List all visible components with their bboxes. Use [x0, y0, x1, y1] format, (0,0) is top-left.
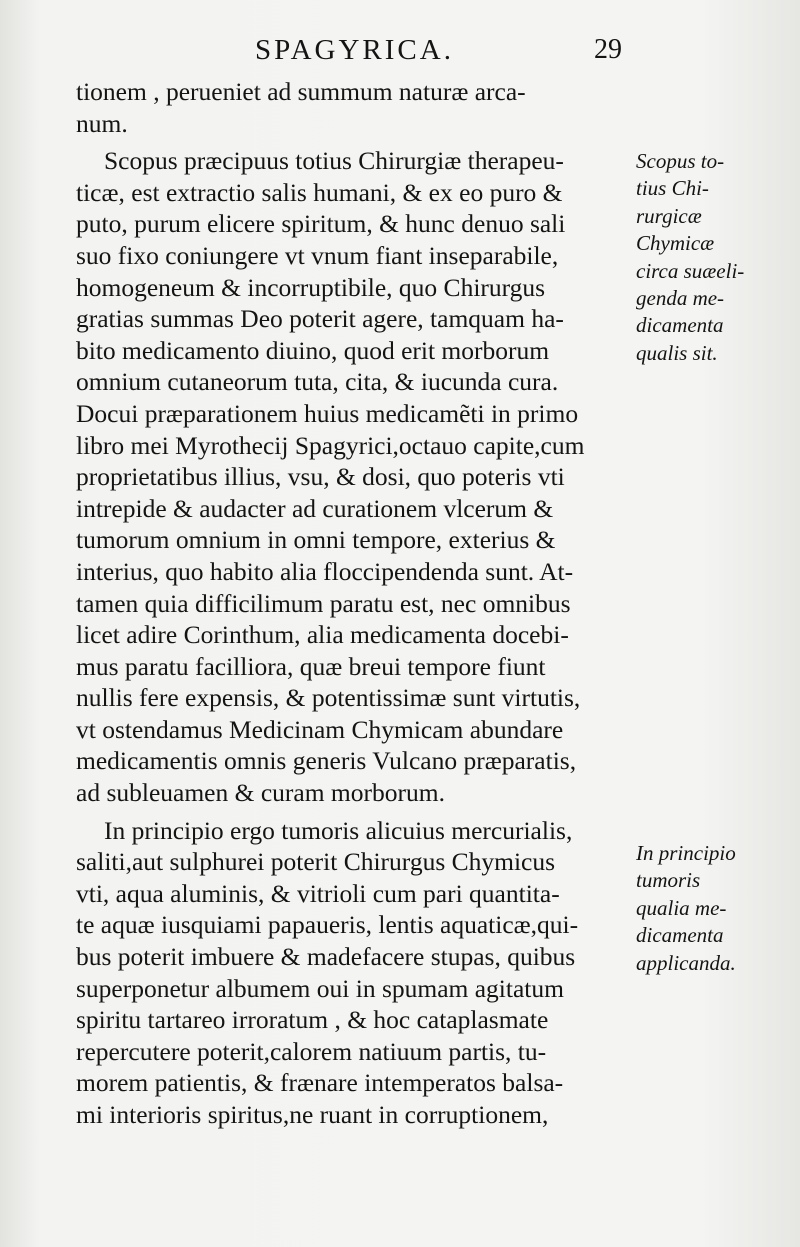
margin-note-line: In principio — [636, 841, 736, 865]
text-line: proprietatibus illius, vsu, & dosi, quo poteris vti — [76, 462, 565, 492]
text-line: mus paratu facilliora, quæ breui tempore fiunt — [76, 651, 546, 681]
text-line: spiritu tartareo irroratum , & hoc cataplasmate — [76, 1005, 549, 1035]
text-line: medicamentis omnis generis Vulcano præparatis, — [76, 746, 577, 776]
text-line: morem patientis, & frænare intemperatos balsa- — [76, 1068, 564, 1098]
page-number: 29 — [594, 34, 622, 65]
text-line: omnium cutaneorum tuta, cita, & iucunda cura. — [76, 367, 559, 397]
text-line: superponetur albumem oui in spumam agitatum — [76, 973, 564, 1003]
text-line: gratias summas Deo poterit agere, tamquam ha- — [76, 304, 564, 334]
text-line: num. — [76, 108, 128, 138]
text-line: homogeneum & incorruptibile, quo Chirurgus — [76, 272, 546, 302]
text-line: vti, aqua aluminis, & vitrioli cum pari quantita- — [76, 878, 560, 908]
running-title: SPAGYRICA. — [255, 34, 454, 66]
margin-note-line: circa suæeli- — [636, 258, 745, 283]
text-line: saliti,aut sulphurei poterit Chirurgus Chymicus — [76, 847, 556, 877]
text-line: te aquæ iusquiami papaueris, lentis aquaticæ,qui- — [76, 910, 579, 940]
text-line: repercutere poterit,calorem natiuum partis, tu- — [76, 1036, 547, 1066]
margin-note-line: qualis sit. — [636, 340, 718, 365]
text-line: tionem , perueniet ad summum naturæ arca- — [76, 77, 526, 106]
text-line: ticæ, est extractio salis humani, & ex eo puro & — [76, 177, 563, 207]
margin-note-scopus — [636, 148, 744, 367]
text-line: interius, quo habito alia floccipendenda sunt. At- — [76, 556, 574, 586]
margin-note-line: dicamenta — [636, 923, 724, 948]
margin-note-line: Chymicæ — [636, 231, 715, 256]
margin-note-in-principio — [636, 840, 736, 977]
margin-note-line: applicanda. — [636, 950, 736, 975]
margin-note-line: Scopus to- — [636, 149, 725, 173]
text-line: mi interioris spiritus,ne ruant in corruptionem, — [76, 1100, 549, 1129]
page-header — [0, 34, 800, 74]
text-line: tumorum omnium in omni tempore, exterius & — [76, 525, 556, 555]
paragraph-first-line: Scopus præcipuus totius Chirurgiæ therapeu- — [104, 146, 564, 176]
text-line: suo fixo coniungere vt vnum fiant inseparabile, — [76, 240, 559, 270]
margin-note-line: tius Chi- — [636, 176, 709, 201]
text-line: bus poterit imbuere & madefacere stupas, quibus — [76, 942, 576, 972]
margin-note-line: dicamenta — [636, 313, 724, 338]
text-line: licet adire Corinthum, alia medicamenta docebi- — [76, 620, 569, 650]
margin-note-line: rurgicæ — [636, 203, 702, 228]
text-line: vt ostendamus Medicinam Chymicam abundare — [76, 714, 564, 744]
text-line: intrepide & audacter ad curationem vlcerum & — [76, 493, 554, 523]
margin-note-line: qualia me- — [636, 895, 727, 920]
margin-note-line: genda me- — [636, 285, 725, 310]
text-line: Docui præparationem huius medicamẽti in primo — [76, 398, 579, 428]
text-line: tamen quia difficilimum paratu est, nec omnibus — [76, 588, 571, 618]
margin-note-line: tumoris — [636, 868, 701, 893]
paragraph-first-line: In principio ergo tumoris alicuius mercurialis, — [104, 815, 573, 845]
text-line: nullis fere expensis, & potentissimæ sunt virtutis, — [76, 683, 581, 713]
text-line: ad subleuamen & curam morborum. — [76, 778, 445, 808]
text-line: puto, purum elicere spiritum, & hunc denuo sali — [76, 209, 566, 239]
text-line: bito medicamento diuino, quod erit morborum — [76, 335, 550, 365]
text-line: libro mei Myrothecij Spagyrici,octauo capite,cum — [76, 430, 585, 460]
main-text-block — [76, 76, 636, 1131]
